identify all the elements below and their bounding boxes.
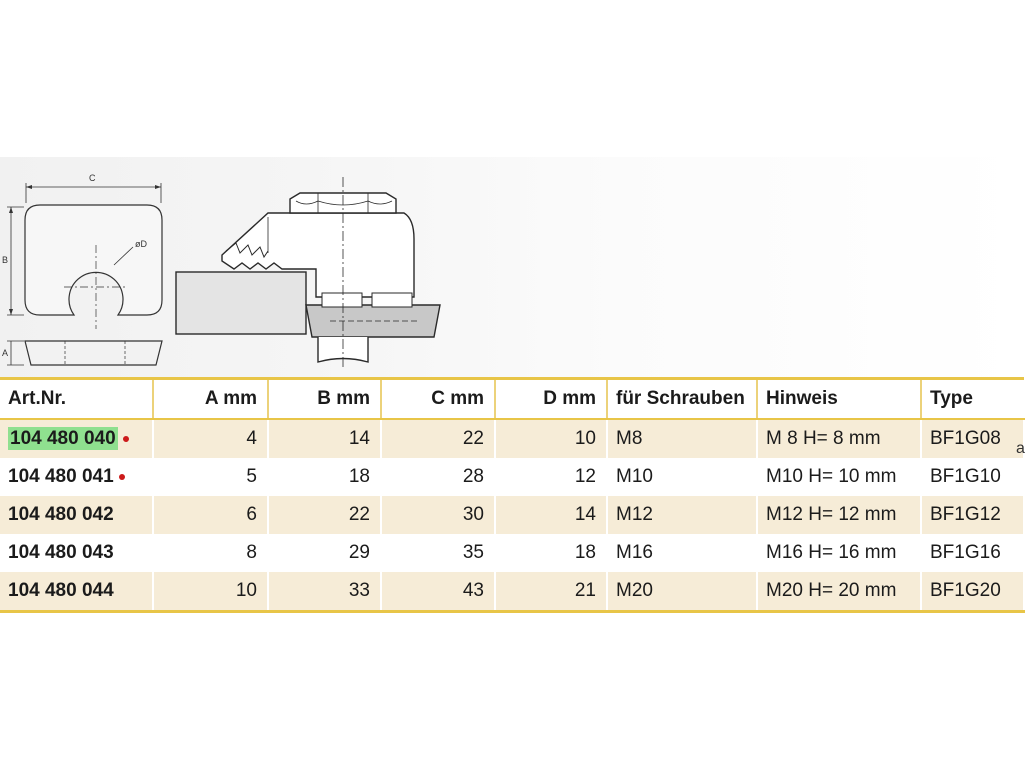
cell-d: 18 — [495, 534, 607, 572]
cell-screw: M12 — [607, 496, 757, 534]
cell-type: BF1G12 — [921, 496, 1024, 534]
marker-dot-icon — [123, 436, 129, 442]
cell-screw: M10 — [607, 458, 757, 496]
cell-b: 33 — [268, 572, 381, 612]
marker-dot-icon — [119, 474, 125, 480]
cell-c: 43 — [381, 572, 495, 612]
cell-screw: M16 — [607, 534, 757, 572]
table-row — [0, 419, 1024, 458]
dim-label-b: B — [2, 255, 9, 265]
assembly-view — [176, 177, 440, 369]
col-header-type: Type — [921, 379, 1024, 420]
col-header-screw: für Schrauben — [607, 379, 757, 420]
cell-c: 22 — [381, 419, 495, 458]
cell-note: M 8 H= 8 mm — [757, 419, 921, 458]
stray-character: a — [1016, 440, 1025, 457]
cell-c: 35 — [381, 534, 495, 572]
cell-a: 8 — [153, 534, 268, 572]
col-header-c: C mm — [381, 379, 495, 420]
art-nr-text[interactable]: 104 480 041 — [8, 466, 114, 487]
table-row — [0, 458, 1024, 496]
art-nr-cell[interactable]: 104 480 044 — [0, 572, 153, 612]
cell-c: 30 — [381, 496, 495, 534]
cell-d: 10 — [495, 419, 607, 458]
col-header-note: Hinweis — [757, 379, 921, 420]
cell-type: BF1G16 — [921, 534, 1024, 572]
dim-label-a: A — [2, 348, 9, 358]
col-header-a: A mm — [153, 379, 268, 420]
cell-type: BF1G10 — [921, 458, 1024, 496]
art-nr-cell[interactable]: 104 480 043 — [0, 534, 153, 572]
cell-b: 18 — [268, 458, 381, 496]
cell-a: 10 — [153, 572, 268, 612]
art-nr-cell[interactable]: 104 480 042 — [0, 496, 153, 534]
col-header-d: D mm — [495, 379, 607, 420]
table-header-row — [0, 379, 1024, 420]
cell-type: BF1G08 — [921, 419, 1024, 458]
dim-label-c: C — [89, 173, 96, 183]
art-nr-highlight[interactable]: 104 480 040 — [10, 428, 116, 449]
col-header-b: B mm — [268, 379, 381, 420]
cell-b: 14 — [268, 419, 381, 458]
cell-c: 28 — [381, 458, 495, 496]
cell-note: M12 H= 12 mm — [757, 496, 921, 534]
dim-label-d: øD — [135, 239, 147, 249]
art-nr-cell[interactable] — [0, 419, 153, 458]
spec-table — [0, 377, 1025, 613]
cell-b: 29 — [268, 534, 381, 572]
cell-d: 21 — [495, 572, 607, 612]
cell-b: 22 — [268, 496, 381, 534]
top-view — [7, 183, 162, 365]
table-row — [0, 572, 1024, 612]
col-header-art-nr: Art.Nr. — [0, 379, 153, 420]
cell-note: M16 H= 16 mm — [757, 534, 921, 572]
drawing-svg — [0, 157, 1024, 377]
cell-d: 12 — [495, 458, 607, 496]
cell-screw: M8 — [607, 419, 757, 458]
cell-screw: M20 — [607, 572, 757, 612]
table-row — [0, 496, 1024, 534]
table-row — [0, 534, 1024, 572]
art-nr-cell[interactable] — [0, 458, 153, 496]
cell-type: BF1G20 — [921, 572, 1024, 612]
cell-note: M20 H= 20 mm — [757, 572, 921, 612]
cell-d: 14 — [495, 496, 607, 534]
cell-a: 5 — [153, 458, 268, 496]
cell-a: 6 — [153, 496, 268, 534]
technical-drawing — [0, 157, 1024, 377]
cell-a: 4 — [153, 419, 268, 458]
cell-note: M10 H= 10 mm — [757, 458, 921, 496]
